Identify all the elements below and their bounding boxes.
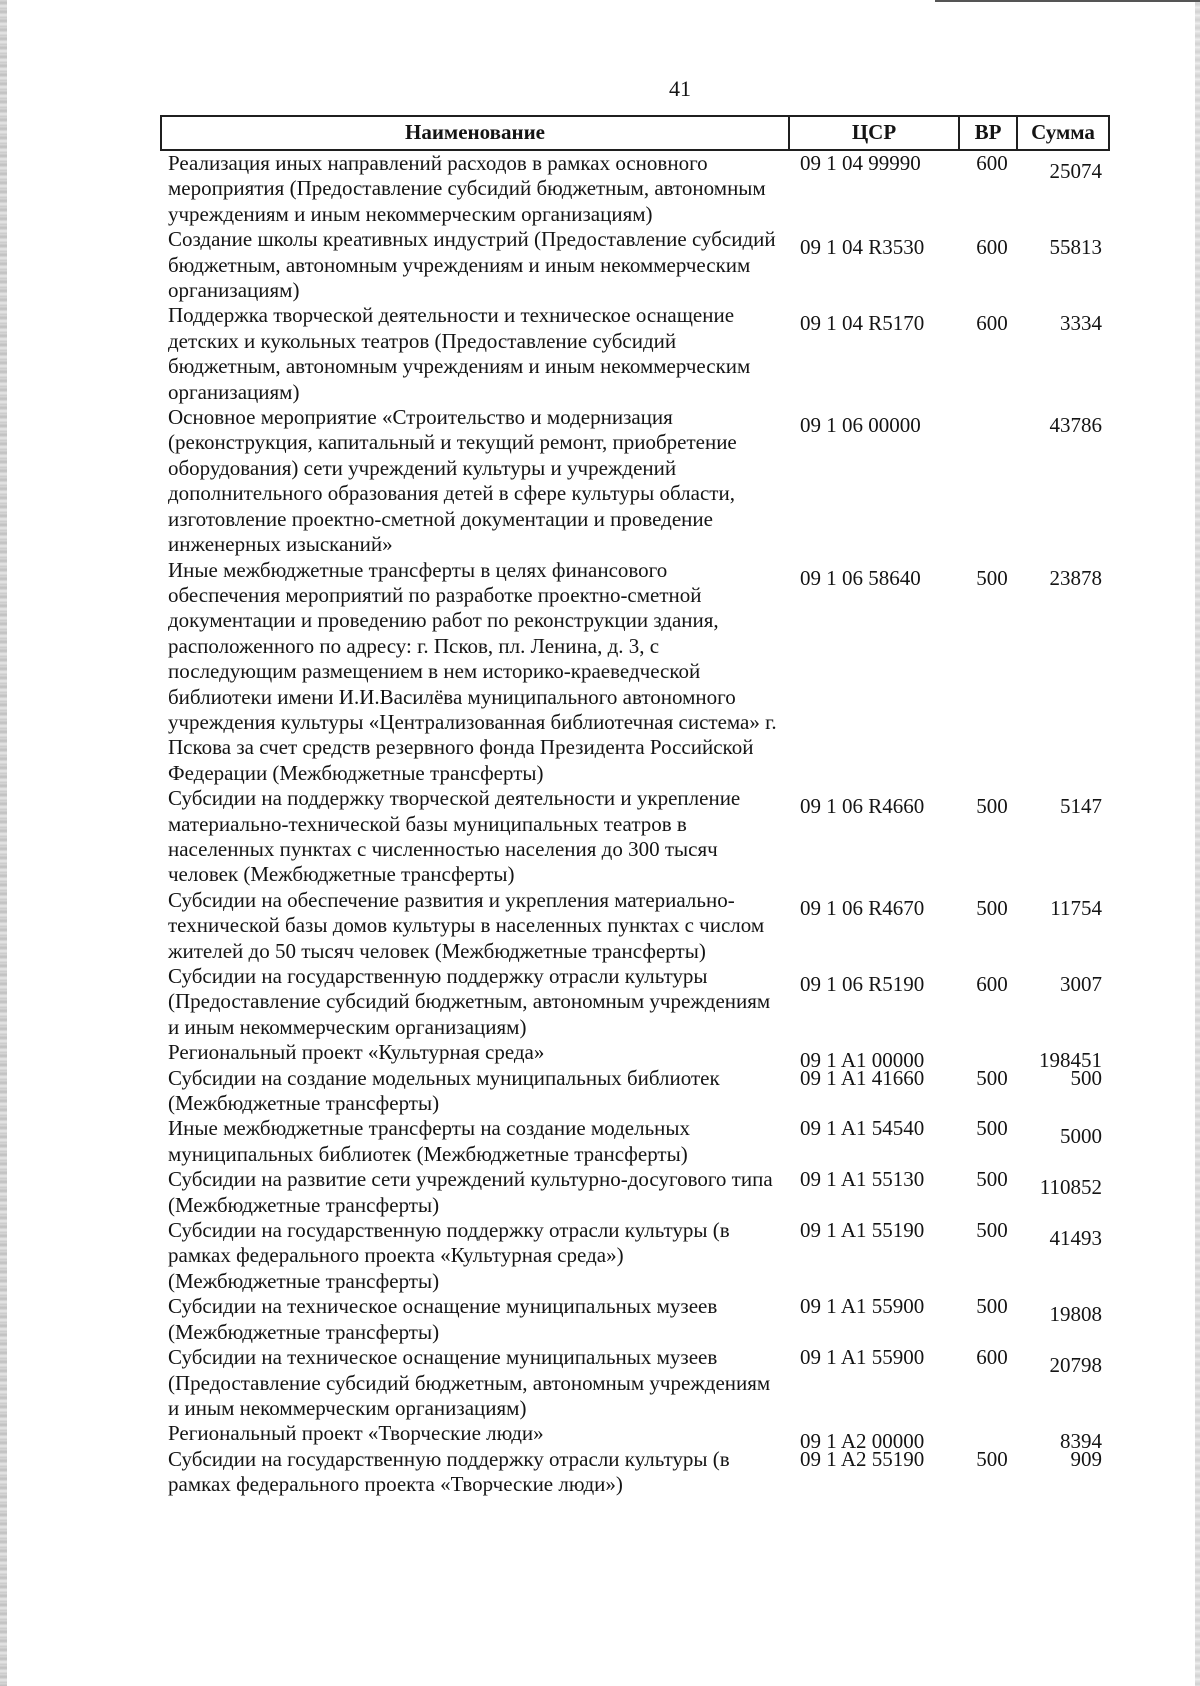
row-sum: 5147 [1060,794,1102,819]
row-csr: 09 1 06 58640 [800,565,921,590]
row-sum: 110852 [1039,1175,1102,1200]
table-row [160,888,1110,964]
row-sum: 41493 [1049,1226,1102,1251]
row-sum: 19808 [1049,1302,1102,1327]
row-csr: 09 1 A1 55130 [800,1167,925,1192]
row-sum: 8394 [1060,1429,1102,1454]
table-row [160,303,1110,405]
row-vr: 500 [976,1167,1008,1192]
row-sum: 3334 [1060,311,1102,336]
row-name: Субсидии на развитие сети учреждений культурно-досугового типа (Межбюджетные трансферты) [168,1167,773,1217]
table-row [160,558,1110,787]
row-vr: 500 [976,565,1008,590]
row-sum: 500 [1070,1065,1102,1090]
row-sum: 55813 [1049,235,1102,260]
table-row [160,1066,1110,1117]
row-vr: 500 [976,1218,1008,1243]
row-sum: 11754 [1050,895,1102,920]
row-vr: 600 [976,311,1008,336]
row-vr: 600 [976,235,1008,260]
scan-edge-top [935,0,1200,2]
row-sum: 25074 [1049,159,1102,183]
table-row [160,1345,1110,1421]
table-row [160,1447,1110,1498]
row-csr: 09 1 06 R4660 [800,794,925,819]
row-name: Создание школы креативных индустрий (Предоставление субсидий бюджетным, автономным учреждениям и иным некоммерческим организациям) [168,227,776,303]
header-vr: ВР [960,117,1018,149]
table-row [160,1294,1110,1345]
row-sum: 5000 [1060,1124,1102,1149]
row-csr: 09 1 04 99990 [800,151,921,175]
row-name: Поддержка творческой деятельности и техническое оснащение детских и кукольных театров (Предоставление субсидий бюджетным, автономным учреждениям и иным некоммерческим организациям) [168,303,751,404]
row-vr: 600 [976,151,1008,175]
row-csr: 09 1 A2 00000 [800,1429,925,1454]
row-csr: 09 1 A1 55900 [800,1345,925,1370]
row-sum: 909 [1070,1446,1102,1471]
row-csr: 09 1 06 R4670 [800,895,925,920]
row-csr: 09 1 06 00000 [800,413,921,438]
row-sum: 198451 [1039,1048,1102,1073]
row-vr: 500 [976,1446,1008,1471]
table-row [160,786,1110,888]
row-name: Субсидии на государственную поддержку отрасли культуры (Предоставление субсидий бюджетным, автономным учреждениям и иным некоммерческим организациям) [168,964,771,1039]
header-name: Наименование [162,117,790,149]
table-row [160,405,1110,557]
scan-edge-right [1195,0,1200,1686]
row-csr: 09 1 A1 54540 [800,1116,925,1141]
row-vr: 500 [976,1065,1008,1090]
row-csr: 09 1 06 R5190 [800,972,925,996]
table-row [160,1421,1110,1454]
table-row [160,227,1110,303]
row-csr: 09 1 A1 00000 [800,1048,925,1073]
table-row [160,1116,1110,1167]
page-number: 41 [669,76,691,101]
row-sum: 20798 [1049,1353,1102,1378]
row-name: Региональный проект «Творческие люди» [168,1421,544,1446]
row-sum: 3007 [1060,972,1102,996]
row-vr: 600 [976,1345,1008,1370]
table-row [160,151,1110,227]
scan-edge-left [0,0,7,1686]
row-csr: 09 1 A1 55900 [800,1294,925,1319]
table-row [160,1040,1110,1073]
row-vr: 600 [976,972,1008,996]
row-name: Субсидии на поддержку творческой деятельности и укрепление материально-технической базы муниципальных театров в населенных пунктах с численностью населения до 300 тысяч человек (Межбюджетные трансферты) [168,786,741,887]
row-name: Субсидии на техническое оснащение муниципальных музеев (Межбюджетные трансферты) [168,1294,718,1344]
table-header [160,115,1110,151]
row-name: Субсидии на создание модельных муниципальных библиотек (Межбюджетные трансферты) [168,1065,720,1116]
row-csr: 09 1 04 R5170 [800,311,925,336]
row-csr: 09 1 A1 55190 [800,1218,925,1243]
row-sum: 43786 [1049,413,1102,438]
header-csr: ЦСР [790,117,960,149]
table-row [160,964,1110,1040]
budget-table [160,115,1110,1498]
row-name: Реализация иных направлений расходов в рамках основного мероприятия (Предоставление субсидий бюджетным, автономным учреждениям и иным некоммерческим организациям) [168,151,766,226]
row-vr: 500 [976,1116,1008,1141]
table-row [160,1218,1110,1294]
row-name: Субсидии на государственную поддержку отрасли культуры (в рамках федерального проекта «Творческие люди») [168,1446,730,1497]
row-vr: 500 [976,895,1008,920]
row-name: Субсидии на обеспечение развития и укрепления материально-технической базы домов культуры в населенных пунктах с числом жителей до 50 тысяч человек (Межбюджетные трансферты) [168,887,765,963]
table-row [160,1167,1110,1218]
row-sum: 23878 [1049,565,1102,590]
header-sum: Сумма [1031,120,1095,144]
row-name: Субсидии на государственную поддержку отрасли культуры (в рамках федерального проекта «Культурная среда») (Межбюджетные трансферты) [168,1218,730,1293]
row-csr: 09 1 A1 41660 [800,1065,925,1090]
row-name: Региональный проект «Культурная среда» [168,1040,545,1065]
row-name: Иные межбюджетные трансферты на создание модельных муниципальных библиотек (Межбюджетные трансферты) [168,1116,691,1166]
row-csr: 09 1 04 R3530 [800,235,925,260]
row-vr: 500 [976,794,1008,819]
row-vr: 500 [976,1294,1008,1319]
row-name: Иные межбюджетные трансферты в целях финансового обеспечения мероприятий по разработке проектно-сметной документации и проведению работ по реконструкции здания, расположенного по адресу: г. Псков, пл. Ленина, д. 3, с последующим размещением в нем историко-краеведческой библиотеки имени И.И.Василёва муниципального автономного учреждения культуры «Централизованная библиотечная система» г. Пскова за счет средств резервного фонда Президента Российской Федерации (Межбюджетные трансферты) [168,557,777,785]
row-name: Основное мероприятие «Строительство и модернизация (реконструкция, капитальный и текущий ремонт, приобретение оборудования) сети учреждений культуры и учреждений дополнительного образования детей в сфере культуры области, изготовление проектно-сметной документации и проведение инженерных изысканий» [168,405,737,557]
row-csr: 09 1 A2 55190 [800,1446,925,1471]
row-name: Субсидии на техническое оснащение муниципальных музеев (Предоставление субсидий бюджетным, автономным учреждениям и иным некоммерческим организациям) [168,1345,771,1420]
